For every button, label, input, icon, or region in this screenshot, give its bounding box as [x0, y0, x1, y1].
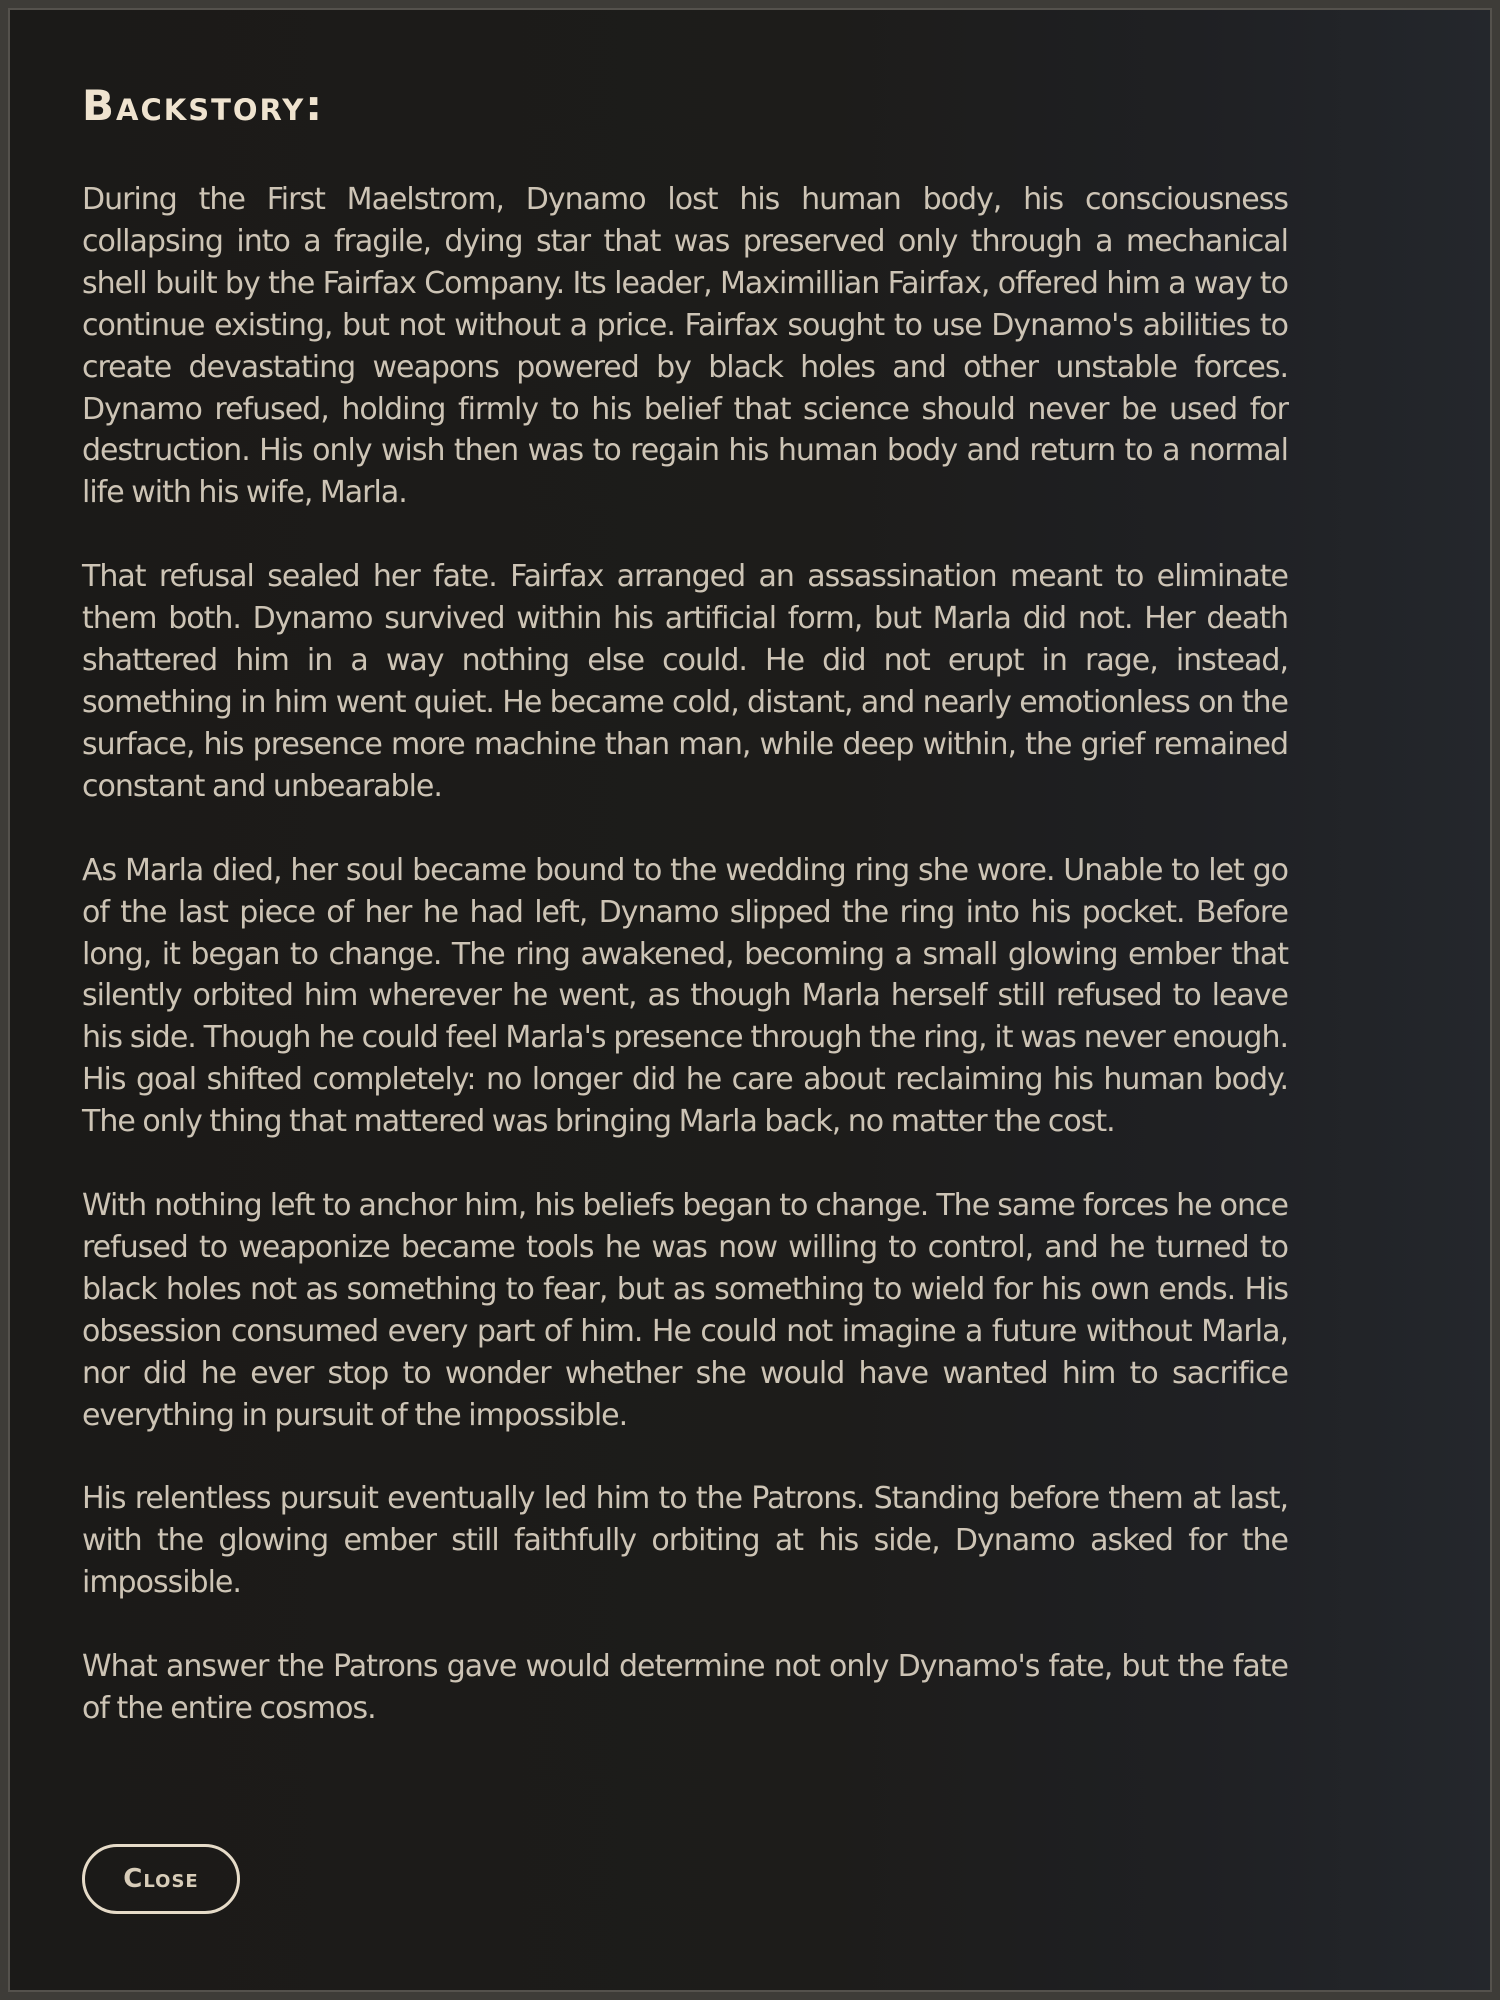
backstory-paragraph-5: His relentless pursuit eventually led him to the Patrons. Standing before them at last, with the glowing ember still faithfully orbiting at his side, Dynamo asked for the impossible.	[82, 1481, 1288, 1601]
backstory-paragraph-1: During the First Maelstrom, Dynamo lost his human body, his consciousness collapsing into a fragile, dying star that was preserved only through a mechanical shell built by the Fairfax Company. Its leader, Maximillian Fairfax, offered him a way to continue existing, but not without a price. Fairfax sought to use Dynamo's abilities to create devastating weapons powered by black holes and other unstable forces. Dynamo refused, holding firmly to his belief that science should never be used for destruction. His only wish then was to regain his human body and return to a normal life with his wife, Marla.	[82, 182, 1288, 511]
backstory-paragraph-3: As Marla died, her soul became bound to the wedding ring she wore. Unable to let go of the last piece of her he had left, Dynamo slipped the ring into his pocket. Before long, it began to change. The ring awakened, becoming a small glowing ember that silently orbited him wherever he went, as though Marla herself still refused to leave his side. Though he could feel Marla's presence through the ring, it was never enough. His goal shifted completely: no longer did he care about reclaiming his human body. The only thing that mattered was bringing Marla back, no matter the cost.	[82, 852, 1288, 1140]
backstory-paragraph-4: With nothing left to anchor him, his beliefs began to change. The same forces he once refused to weaponize became tools he was now willing to control, and he turned to black holes not as something to fear, but as something to wield for his own ends. His obsession consumed every part of him. He could not imagine a future without Marla, nor did he ever stop to wonder whether she would have wanted him to sacrifice everything in pursuit of the impossible.	[82, 1188, 1288, 1433]
backstory-paragraph-6: What answer the Patrons gave would determine not only Dynamo's fate, but the fate of the entire cosmos.	[82, 1649, 1288, 1727]
close-button-label: Close	[123, 1864, 199, 1894]
dialog-content	[82, 70, 1288, 1772]
backstory-paragraph-2: That refusal sealed her fate. Fairfax arranged an assassination meant to eliminate them both. Dynamo survived within his artificial form, but Marla did not. Her death shattered him in a way nothing else could. He did not erupt in rage, instead, something in him went quiet. He became cold, distant, and nearly emotionless on the surface, his presence more machine than man, while deep within, the grief remained constant and unbearable.	[82, 559, 1288, 804]
backstory-text	[82, 179, 1288, 1730]
backstory-dialog	[8, 8, 1492, 1992]
dialog-title: Backstory:	[82, 81, 325, 130]
close-button[interactable]	[82, 1844, 240, 1914]
